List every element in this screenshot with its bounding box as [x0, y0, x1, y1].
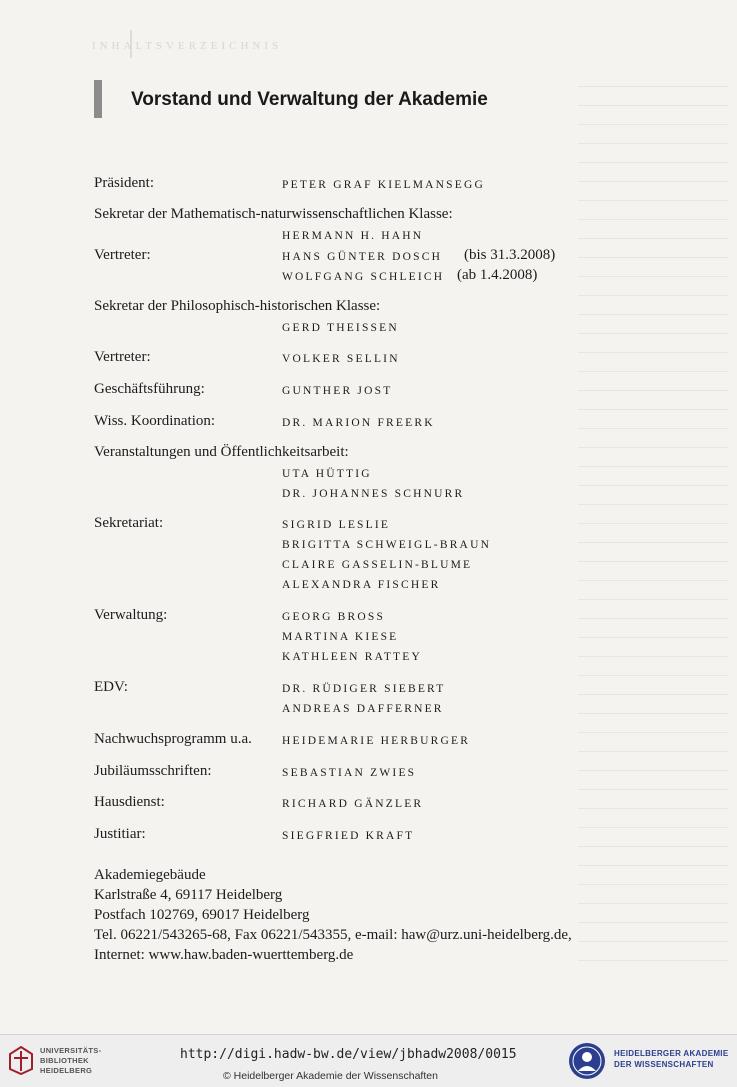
label-praesident: Präsident:: [94, 175, 154, 191]
name-veranstaltungen-1: UTA HÜTTIG: [282, 468, 372, 480]
name-justitiar: SIEGFRIED KRAFT: [282, 830, 415, 842]
name-verwaltung-2: MARTINA KIESE: [282, 631, 399, 643]
name-veranstaltungen-2: DR. JOHANNES SCHNURR: [282, 488, 465, 500]
ub-logo-line-2: BIBLIOTHEK: [40, 1056, 89, 1065]
label-hausdienst: Hausdienst:: [94, 794, 165, 810]
address-line-building: Akademiegebäude: [94, 867, 206, 883]
name-sekretariat-2: BRIGITTA SCHWEIGL-BRAUN: [282, 539, 492, 551]
name-sekretar-math: HERMANN H. HAHN: [282, 230, 424, 242]
name-verwaltung-3: KATHLEEN RATTEY: [282, 651, 422, 663]
bleed-through-header: INHALTSVERZEICHNIS: [92, 40, 283, 52]
name-vertreter-phil: VOLKER SELLIN: [282, 353, 400, 365]
label-veranstaltungen: Veranstaltungen und Öffentlichkeitsarbeit:: [94, 444, 349, 460]
name-geschaeftsfuehrung: GUNTHER JOST: [282, 385, 393, 397]
label-vertreter-math: Vertreter:: [94, 247, 151, 263]
label-koordination: Wiss. Koordination:: [94, 413, 216, 429]
university-library-logo-icon[interactable]: [8, 1045, 34, 1075]
page-title: Vorstand und Verwaltung der Akademie: [131, 89, 488, 110]
address-line-contact: Tel. 06221/543265-68, Fax 06221/543355, e-mail: haw@urz.uni-heidelberg.de,: [94, 927, 572, 943]
label-jubilaeum: Jubiläumsschriften:: [94, 763, 212, 779]
address-line-internet: Internet: www.haw.baden-wuerttemberg.de: [94, 947, 354, 963]
label-vertreter-phil: Vertreter:: [94, 349, 151, 365]
label-sekretar-phil: Sekretar der Philosophisch-historischen Klasse:: [94, 298, 381, 314]
title-accent-bar: [94, 80, 102, 118]
note-vertreter-math-2: (ab 1.4.2008): [457, 267, 538, 283]
label-verwaltung: Verwaltung:: [94, 607, 168, 623]
name-edv-2: ANDREAS DAFFERNER: [282, 703, 444, 715]
name-nachwuchs: HEIDEMARIE HERBURGER: [282, 735, 471, 747]
viewer-footer: [0, 1034, 737, 1087]
permalink-url[interactable]: http://digi.hadw-bw.de/view/jbhadw2008/0015: [180, 1047, 517, 1062]
name-vertreter-math-1: HANS GÜNTER DOSCH: [282, 251, 443, 263]
name-verwaltung-1: GEORG BROSS: [282, 611, 386, 623]
note-vertreter-math-1: (bis 31.3.2008): [464, 247, 556, 263]
academy-logo-line-2: DER WISSENSCHAFTEN: [614, 1060, 714, 1069]
name-koordination: DR. MARION FREERK: [282, 417, 435, 429]
address-line-postbox: Postfach 102769, 69017 Heidelberg: [94, 907, 310, 923]
academy-seal-icon[interactable]: [568, 1042, 606, 1080]
label-sekretar-math: Sekretar der Mathematisch-naturwissenschaftlichen Klasse:: [94, 206, 453, 222]
label-edv: EDV:: [94, 679, 128, 695]
academy-logo-line-1: HEIDELBERGER AKADEMIE: [614, 1049, 729, 1058]
label-justitiar: Justitiar:: [94, 826, 146, 842]
address-line-street: Karlstraße 4, 69117 Heidelberg: [94, 887, 283, 903]
name-edv-1: DR. RÜDIGER SIEBERT: [282, 683, 446, 695]
label-nachwuchs: Nachwuchsprogramm u.a.: [94, 731, 252, 747]
ub-logo-line-3: HEIDELBERG: [40, 1066, 93, 1075]
name-hausdienst: RICHARD GÄNZLER: [282, 798, 424, 810]
name-sekretar-phil: GERD THEISSEN: [282, 322, 399, 334]
name-sekretariat-3: CLAIRE GASSELIN-BLUME: [282, 559, 473, 571]
name-jubilaeum: SEBASTIAN ZWIES: [282, 767, 417, 779]
name-vertreter-math-2: WOLFGANG SCHLEICH: [282, 271, 445, 283]
label-geschaeftsfuehrung: Geschäftsführung:: [94, 381, 205, 397]
label-sekretariat: Sekretariat:: [94, 515, 164, 531]
copyright-notice: © Heidelberger Akademie der Wissenschaften: [223, 1070, 438, 1082]
name-sekretariat-1: SIGRID LESLIE: [282, 519, 391, 531]
name-praesident: PETER GRAF KIELMANSEGG: [282, 179, 486, 191]
ub-logo-line-1: UNIVERSITÄTS-: [40, 1046, 102, 1055]
bleed-through-text: [578, 86, 728, 966]
name-sekretariat-4: ALEXANDRA FISCHER: [282, 579, 441, 591]
